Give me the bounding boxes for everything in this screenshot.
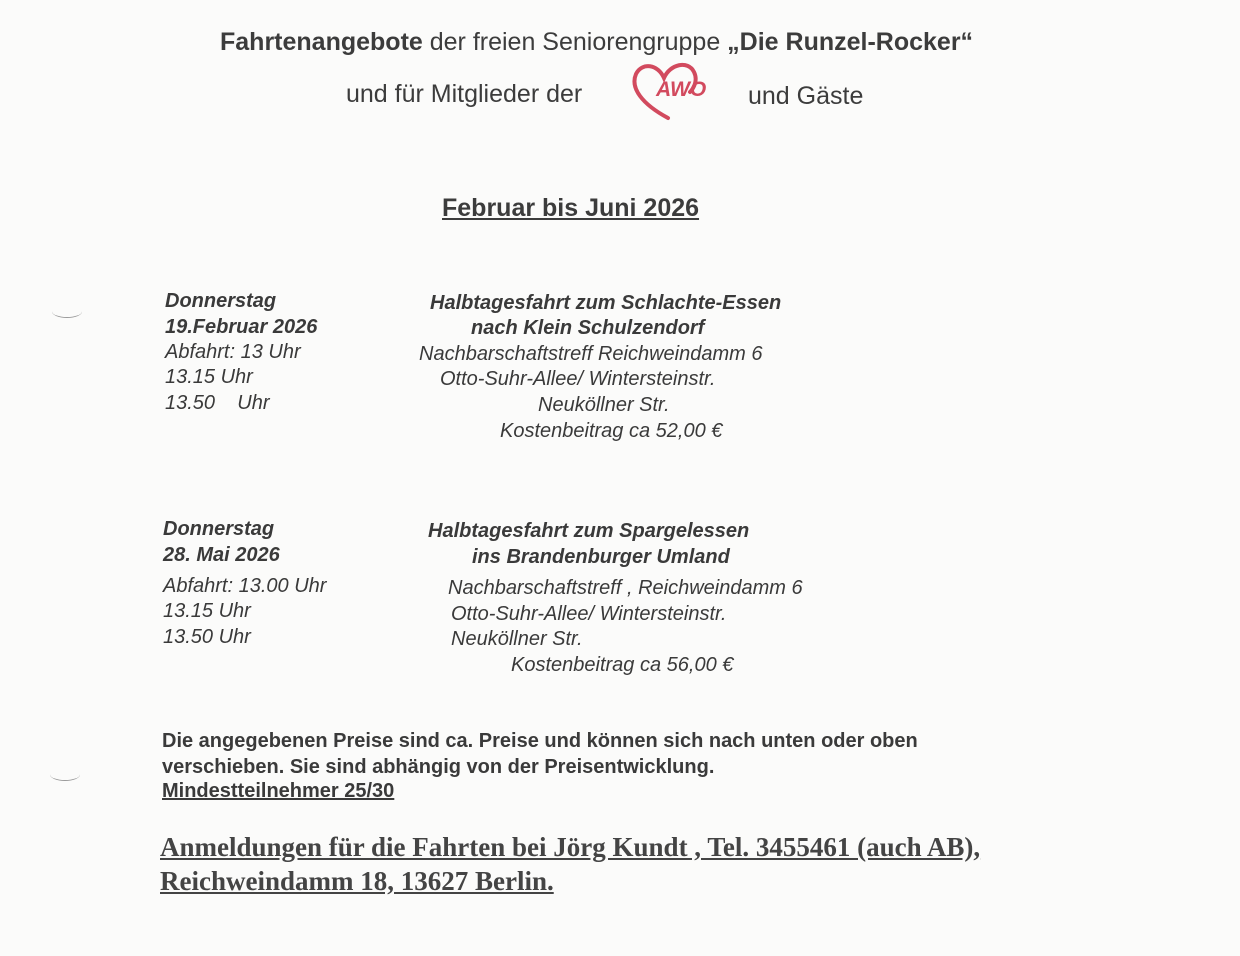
punch-hole-mark (52, 305, 82, 318)
trip-2-title: Halbtagesfahrt zum Spargelessen (428, 520, 750, 542)
trip-2-destination: ins Brandenburger Umland (472, 546, 730, 568)
trip-1-cost: Kostenbeitrag ca 52,00 € (500, 420, 723, 442)
trip-2-cost: Kostenbeitrag ca 56,00 € (511, 654, 734, 676)
trip-1-stop-3: Neuköllner Str. (538, 394, 670, 416)
trip-1-weekday: Donnerstag (165, 290, 277, 312)
trip-2-departure: Abfahrt: 13.00 Uhr (163, 575, 327, 597)
trip-1-date: 19.Februar 2026 (165, 316, 318, 338)
trip-1-title: Halbtagesfahrt zum Schlachte-Essen (430, 292, 782, 314)
trip-2-weekday: Donnerstag (163, 518, 275, 540)
trip-1-destination: nach Klein Schulzendorf (471, 317, 705, 339)
trip-2-stop-2: Otto-Suhr-Allee/ Wintersteinstr. (451, 603, 727, 625)
trip-2-stop-3: Neuköllner Str. (451, 628, 583, 650)
price-note-line-1: Die angegebenen Preise sind ca. Preise und können sich nach unten oder oben (162, 730, 918, 752)
awo-logo-text: AWO (656, 78, 707, 101)
registration-line-1: Anmeldungen für die Fahrten bei Jörg Kundt , Tel. 3455461 (auch AB), (160, 832, 981, 862)
trip-2-stop-1: Nachbarschaftstreff , Reichweindamm 6 (448, 577, 803, 599)
trip-1-time-3: 13.50 Uhr (165, 392, 270, 414)
punch-hole-mark (50, 768, 80, 781)
price-note-line-2: verschieben. Sie sind abhängig von der Preisentwicklung. (162, 756, 715, 778)
header-line-2-right: und Gäste (748, 82, 864, 110)
period-heading: Februar bis Juni 2026 (442, 194, 700, 222)
trip-2-time-3: 13.50 Uhr (163, 626, 251, 648)
header-line-2-left: und für Mitglieder der (346, 80, 583, 108)
min-participants: Mindestteilnehmer 25/30 (162, 780, 395, 802)
header-prefix: Fahrtenangebote (220, 28, 423, 56)
trip-1-stop-2: Otto-Suhr-Allee/ Wintersteinstr. (440, 368, 716, 390)
trip-2-date: 28. Mai 2026 (163, 544, 280, 566)
registration-line-2: Reichweindamm 18, 13627 Berlin. (160, 866, 554, 896)
header-middle: der freien Seniorengruppe (422, 28, 728, 56)
trip-1-departure: Abfahrt: 13 Uhr (165, 341, 301, 363)
awo-logo (628, 60, 707, 124)
header-line-1 (220, 28, 973, 57)
trip-1-stop-1: Nachbarschaftstreff Reichweindamm 6 (419, 343, 763, 365)
group-name: „Die Runzel-Rocker“ (727, 28, 974, 56)
trip-2-time-2: 13.15 Uhr (163, 600, 251, 622)
trip-1-time-2: 13.15 Uhr (165, 366, 253, 388)
